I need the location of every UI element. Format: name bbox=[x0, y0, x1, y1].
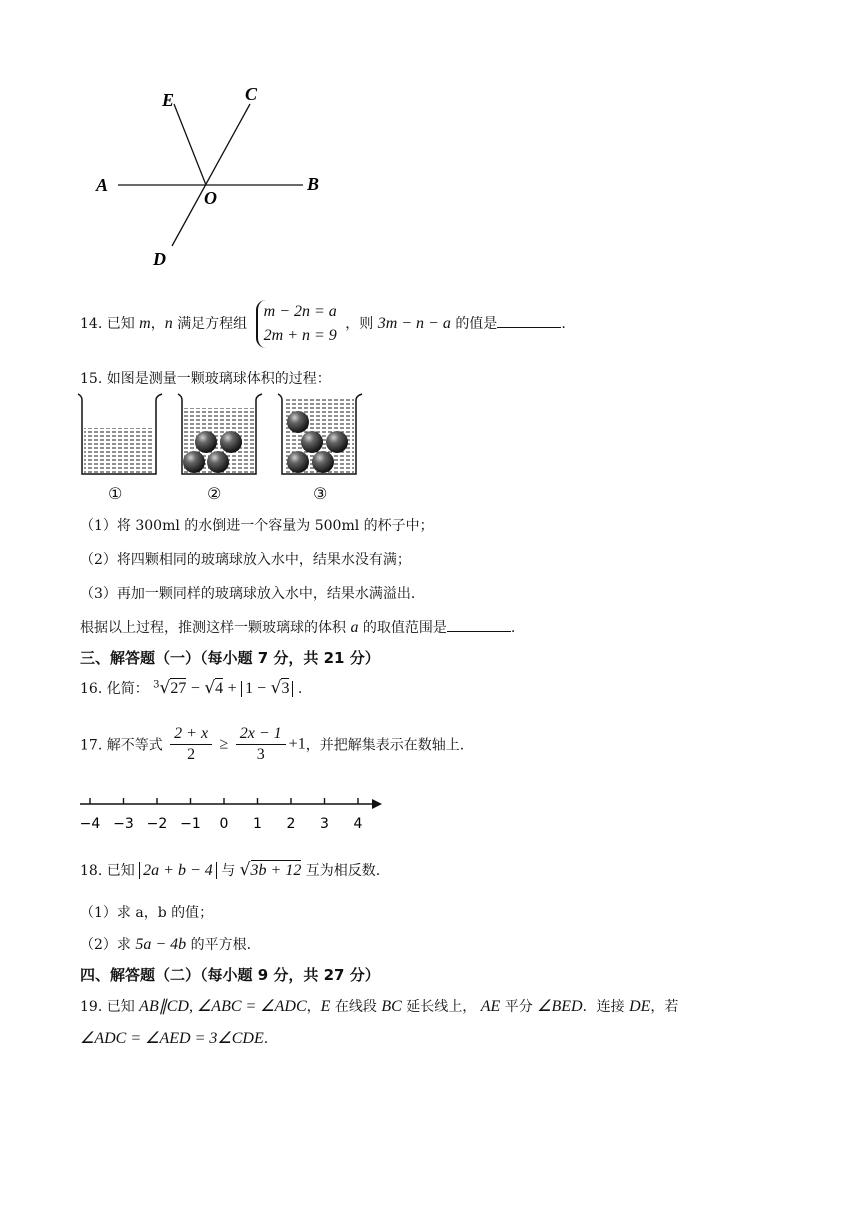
q15-conclusion-pre: 根据以上过程，推测这样一颗玻璃球的体积 bbox=[80, 620, 346, 636]
question-19-line-1 bbox=[80, 996, 678, 1016]
rhs-denominator: 3 bbox=[256, 746, 265, 763]
q19-bed: ∠BED bbox=[537, 998, 583, 1015]
question-18: 18. 已知 2a + b − 4 与 √3b + 12 互为相反数. bbox=[80, 860, 381, 880]
q19-mid-3: 延长线上， bbox=[406, 999, 477, 1015]
q18-part2-expression: 5a − 4b bbox=[135, 936, 187, 953]
label-b: B bbox=[307, 174, 320, 194]
label-d: D bbox=[153, 249, 166, 269]
q16-plus: + bbox=[227, 680, 237, 697]
number-line-label: 4 bbox=[353, 816, 363, 832]
question-19-line-2 bbox=[80, 1028, 268, 1048]
q18-with: 与 bbox=[221, 863, 236, 879]
q18-part2-pre: （2）求 bbox=[80, 937, 131, 953]
q19-de: DE bbox=[629, 998, 651, 1015]
q16-minus: − bbox=[190, 680, 200, 697]
q15-conclusion bbox=[80, 617, 515, 637]
q19-mid-4: 平分 bbox=[504, 999, 533, 1015]
q14-var-m: m bbox=[139, 315, 151, 332]
q14-sep: ， bbox=[150, 316, 165, 332]
q14-expression: 3m − n − a bbox=[377, 315, 451, 332]
equation-2: 2m + n = 9 bbox=[263, 327, 337, 344]
q15-var-a: a bbox=[350, 619, 359, 636]
equation-1: m − 2n = a bbox=[263, 303, 337, 320]
sqrt-arg: 4 bbox=[215, 680, 224, 697]
rhs-fraction bbox=[236, 724, 286, 765]
beaker-2 bbox=[178, 394, 262, 474]
lhs-numerator: 2 + x bbox=[170, 724, 212, 745]
q19-ae: AE bbox=[480, 998, 501, 1015]
number-line-label: 2 bbox=[286, 816, 296, 832]
section-heading-4: 四、解答题（二）（每小题 9 分，共 27 分） bbox=[80, 966, 380, 984]
q19-given: AB∥CD, ∠ABC = ∠ADC bbox=[139, 998, 307, 1015]
q16-prefix: 16. 化简： bbox=[80, 681, 149, 697]
q15-step-2: （2）将四颗相同的玻璃球放入水中，结果水没有满； bbox=[80, 552, 411, 568]
q17-prefix: 17. 解不等式 bbox=[80, 737, 163, 754]
q19-bc: BC bbox=[381, 998, 402, 1015]
number-line-label: −2 bbox=[146, 816, 168, 832]
q14-then: ，则 bbox=[345, 316, 374, 332]
label-c: C bbox=[245, 84, 258, 104]
number-line-label: 3 bbox=[320, 816, 329, 832]
label-o: O bbox=[204, 188, 217, 208]
q15-step-3: （3）再加一颗同样的玻璃球放入水中，结果水满溢出． bbox=[80, 586, 425, 602]
cube-root-index: 3 bbox=[153, 679, 160, 691]
q18-prefix: 18. 已知 bbox=[80, 863, 135, 879]
line-cd bbox=[172, 104, 250, 246]
q18-sqrt-arg: 3b + 12 bbox=[250, 862, 302, 879]
q19-comma: ， bbox=[306, 999, 321, 1015]
section-heading-3: 三、解答题（一）（每小题 7 分，共 21 分） bbox=[80, 649, 380, 667]
q17-plus-one: +1 bbox=[288, 735, 306, 753]
q19-condition: ∠ADC = ∠AED = 3∠CDE bbox=[80, 1030, 264, 1047]
q18-suffix: 互为相反数. bbox=[305, 863, 381, 879]
lhs-denominator: 2 bbox=[187, 746, 196, 763]
q14-end: . bbox=[561, 316, 566, 332]
rhs-numerator: 2x − 1 bbox=[236, 724, 286, 745]
abs-inner: 1 − bbox=[245, 680, 267, 697]
question-14 bbox=[80, 300, 566, 348]
q18-part-2 bbox=[80, 934, 251, 954]
number-line-arrow bbox=[372, 799, 382, 809]
abs-inner-sqrt: 3 bbox=[281, 680, 290, 697]
beaker-1 bbox=[78, 394, 162, 474]
q18-part-1: （1）求 a，b 的值； bbox=[80, 905, 214, 921]
question-16: 16. 化简： $^3$√27 − √4 + 1 − √3 . bbox=[80, 678, 303, 698]
absolute-value: 1 − √3 bbox=[241, 681, 293, 697]
number-line-label: −4 bbox=[79, 816, 101, 832]
q14-mid: 满足方程组 bbox=[177, 316, 248, 332]
q15-conclusion-post: 的取值范围是 bbox=[362, 620, 447, 636]
equation-system bbox=[256, 300, 337, 348]
q15-intro: 15. 如图是测量一颗玻璃球体积的过程： bbox=[80, 371, 331, 387]
q19-prefix: 19. 已知 bbox=[80, 999, 135, 1015]
beaker-label-2: ② bbox=[207, 484, 222, 503]
q19-point-e: E bbox=[320, 998, 331, 1015]
answer-blank bbox=[447, 619, 511, 632]
number-line bbox=[76, 790, 396, 838]
q14-suffix: 的值是 bbox=[455, 316, 498, 332]
lhs-fraction bbox=[170, 724, 212, 765]
q17-suffix: ，并把解集表示在数轴上. bbox=[305, 737, 465, 754]
number-line-label: 0 bbox=[219, 816, 229, 832]
beaker-label-1: ① bbox=[108, 484, 123, 503]
q14-var-n: n bbox=[164, 315, 173, 332]
q16-end: . bbox=[297, 681, 303, 697]
label-e: E bbox=[162, 90, 175, 110]
ray-oe bbox=[174, 104, 206, 185]
number-line-label: −1 bbox=[180, 816, 201, 832]
q19-end-2: . bbox=[263, 1031, 269, 1047]
q14-prefix: 14. 已知 bbox=[80, 316, 135, 332]
beaker-figures bbox=[76, 390, 366, 480]
q18-absolute-value: 2a + b − 4 bbox=[139, 862, 217, 879]
angle-figure bbox=[90, 80, 340, 280]
beaker-label-3: ③ bbox=[313, 484, 328, 503]
label-a: A bbox=[96, 175, 109, 195]
number-line-label: 1 bbox=[253, 816, 262, 832]
q19-end-1: ，若 bbox=[650, 999, 679, 1015]
q18-part2-post: 的平方根. bbox=[190, 937, 252, 953]
q19-mid-5: ．连接 bbox=[582, 999, 625, 1015]
beaker-3 bbox=[278, 394, 362, 474]
q19-mid-2: 在线段 bbox=[334, 999, 377, 1015]
q15-end: . bbox=[510, 620, 516, 636]
number-line-label: −3 bbox=[113, 816, 134, 832]
q17-relation: ≥ bbox=[219, 735, 229, 753]
cube-root-arg: 27 bbox=[170, 680, 187, 697]
q15-step-1: （1）将 300ml 的水倒进一个容量为 500ml 的杯子中； bbox=[80, 518, 434, 534]
question-17 bbox=[80, 724, 464, 765]
answer-blank bbox=[497, 315, 561, 328]
